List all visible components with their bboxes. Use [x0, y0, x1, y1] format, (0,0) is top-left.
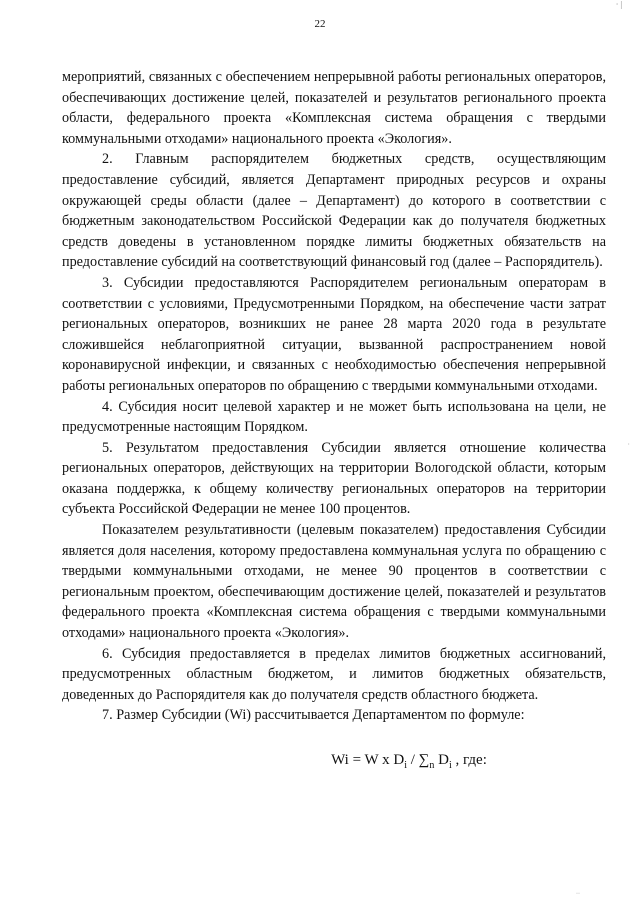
body-text: [62, 67, 606, 777]
paragraph-3: 3. Субсидии предоставляются Распорядителем региональным операторам в соответствии с условиями, Предусмотренными Порядком, на обеспечение части затрат региональных операторов, возникших не ранее 28 марта 2020 года в результате сложившейся неблагоприятной ситуации, вызванной распространением новой коронавирусной инфекции, и связанных с необходимостью обеспечения непрерывной работы региональных операторов по обращению с твердыми коммунальными отходами.: [62, 274, 606, 394]
paragraph-2: 2. Главным распорядителем бюджетных средств, осуществляющим предоставление субсидий, является Департамент природных ресурсов и охраны окружающей среды области (далее – Департамент) до которого в соответствии с бюджетным законодательством Российской Федерации как до получателя бюджетных средств доведены в установленном порядке лимиты бюджетных обязательств на предоставление субсидий на соответствующий финансовый год (далее – Распорядитель).: [62, 151, 606, 271]
formula-sum: / ∑: [407, 752, 430, 768]
formula-lhs: Wi = W x D: [331, 752, 405, 768]
paragraph-6: 6. Субсидия предоставляется в пределах лимитов бюджетных ассигнований, предусмотренных областным бюджетом, и лимитов бюджетных обязательств, доведенных до Распорядителя как до получателя средств областного бюджета.: [62, 645, 606, 703]
paragraph-continuation: мероприятий, связанных с обеспечением непрерывной работы региональных операторов, обеспечивающих достижение целей, показателей и результатов регионального проекта области, федерального проекта «Комплексная система обращения с твердыми коммунальными отходами» национального проекта «Экология».: [62, 69, 606, 147]
formula-d: D: [434, 752, 449, 768]
formula-tail: , где:: [451, 752, 487, 768]
paragraph-4: 4. Субсидия носит целевой характер и не может быть использована на цели, не предусмотренные настоящим Порядком.: [62, 398, 606, 436]
scan-mark-side: ·: [627, 440, 630, 449]
scan-mark-top: · |: [615, 0, 622, 9]
paragraph-7: 7. Размер Субсидии (Wi) рассчитывается Департаментом по формуле:: [102, 707, 525, 724]
subsidy-formula: [62, 750, 606, 777]
formula-sub-i: i: [404, 760, 408, 771]
formula-sub-i2: i: [448, 760, 452, 771]
page-number: 22: [314, 18, 326, 30]
scan-mark-corner: ··: [576, 891, 580, 897]
formula-sub-n: n: [429, 760, 435, 771]
paragraph-5: 5. Результатом предоставления Субсидии является отношение количества региональных операторов, действующих на территории Вологодской области, которым оказана поддержка, к общему количеству региональных операторов на территории субъекта Российской Федерации не менее 100 процентов.: [62, 439, 606, 518]
paragraph-indicator: Показателем результативности (целевым показателем) предоставления Субсидии является доля населения, которому предоставлена коммунальная услуга по обращению с твердыми коммунальными отходами, не менее 90 процентов в соответствии с региональным проектом, обеспечивающим достижение целей, показателей и результатов федерального проекта «Комплексная система обращения с твердыми коммунальными отходами» национального проекта «Экология».: [62, 522, 606, 642]
